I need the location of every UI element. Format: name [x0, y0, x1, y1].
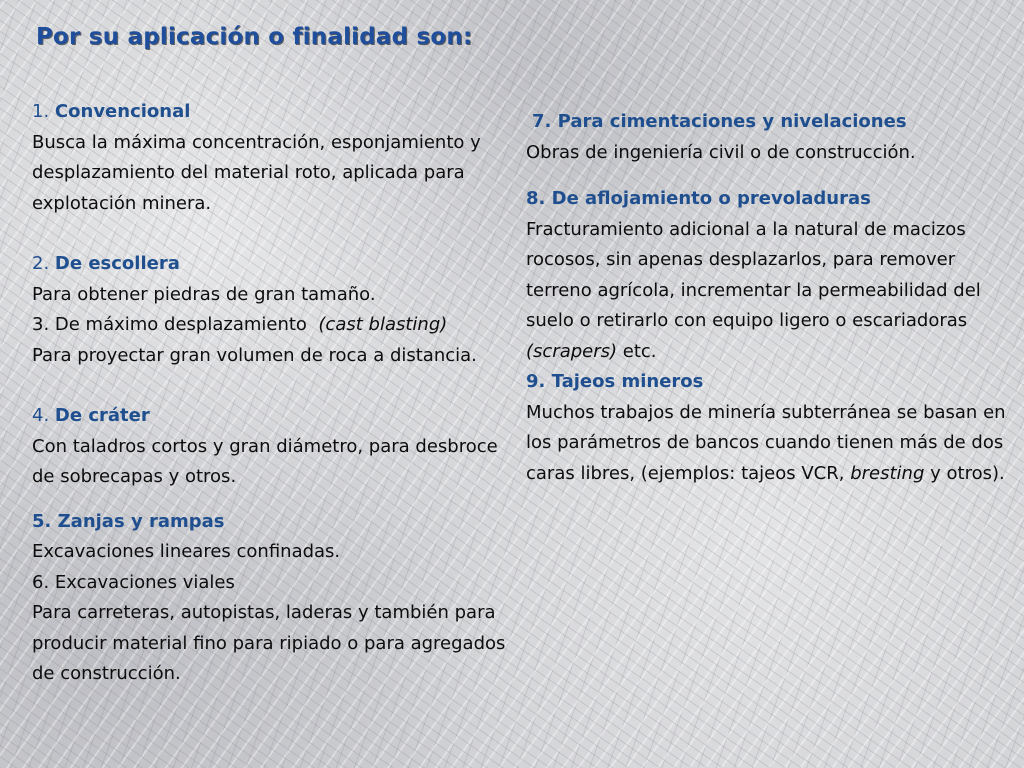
item-4-heading [32, 401, 522, 432]
item-8-text-a: Fracturamiento adicional a la natural de macizos rocosos, sin apenas desplazarlos, para remover terreno agrícola, incrementar la permeabilidad del suelo o retirarlo con equipo ligero o escariadoras [526, 218, 981, 331]
item-8-label: 8. De aflojamiento o prevoladuras [526, 188, 871, 209]
item-5-label: 5. Zanjas y rampas [32, 510, 225, 532]
item-1-number: 1. [32, 101, 50, 122]
item-3-heading [32, 310, 522, 341]
item-1-label: Convencional [54, 101, 191, 122]
slide-title: Por su aplicación o finalidad son: [36, 24, 473, 50]
item-2-number: 2. [32, 253, 50, 274]
item-4-description: Con taladros cortos y gran diámetro, para desbroce de sobrecapas y otros. [32, 435, 498, 487]
item-1-heading [32, 97, 522, 128]
item-4 [32, 401, 522, 493]
item-7-description: Obras de ingeniería civil o de construcción. [526, 141, 916, 163]
item-9-description [526, 398, 1016, 490]
item-1-description: Busca la máxima concentración, esponjamiento y desplazamiento del material roto, aplicada para explotación minera. [32, 131, 481, 214]
item-6-description: Para carreteras, autopistas, laderas y también para producir material fino para ripiado o para agregados de construcción. [32, 602, 506, 684]
item-5 [32, 507, 522, 568]
item-2-heading [32, 249, 522, 280]
right-column [526, 107, 1016, 489]
item-8 [526, 184, 1016, 367]
item-6-heading: 6. Excavaciones viales [32, 571, 235, 593]
item-4-number: 4. [32, 405, 50, 426]
item-2-label: De escollera [54, 253, 180, 274]
item-9-text-b: y otros). [930, 462, 1005, 484]
item-7 [526, 107, 1016, 168]
item-9-text-a: Muchos trabajos de minería subterránea se basan en los parámetros de bancos cuando tienen más de dos caras libres, (ejemplos: tajeos VCR, [526, 401, 1006, 484]
item-2-description: Para obtener piedras de gran tamaño. [32, 283, 376, 305]
item-9-italic: bresting [850, 462, 925, 484]
left-column [32, 97, 522, 690]
item-1 [32, 97, 522, 219]
item-3-description: Para proyectar gran volumen de roca a distancia. [32, 344, 477, 366]
item-4-label: De cráter [54, 405, 150, 426]
item-9 [526, 367, 1016, 489]
item-3 [32, 310, 522, 371]
item-7-label: 7. Para cimentaciones y nivelaciones [532, 111, 907, 132]
item-8-italic: (scrapers) [526, 340, 618, 362]
item-2 [32, 249, 522, 310]
item-8-description [526, 215, 1016, 368]
item-9-label: 9. Tajeos mineros [526, 371, 704, 392]
item-3-label: 3. De máximo desplazamiento [32, 314, 307, 335]
item-8-text-b: etc. [622, 340, 657, 362]
item-6 [32, 568, 522, 690]
item-3-italic: (cast blasting) [318, 314, 448, 335]
item-5-description: Excavaciones lineares confinadas. [32, 541, 341, 562]
